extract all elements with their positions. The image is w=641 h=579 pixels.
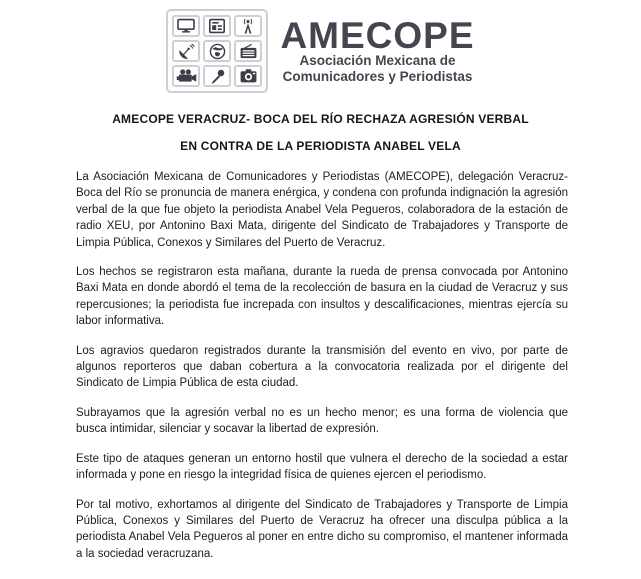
document-body [76, 169, 568, 562]
amecope-logo [0, 0, 641, 93]
paragraph-4: Subrayamos que la agresión verbal no es un hecho menor; es una forma de violencia que busca intimidar, silenciar y socavar la libertad de expresión. [76, 406, 568, 436]
tv-monitor-icon [172, 15, 200, 37]
logo-wordmark [280, 14, 475, 84]
paragraph-1: La Asociación Mexicana de Comunicadores y Periodistas (AMECOPE), delegación Veracruz-Boca del Río se pronuncia de manera enérgica, y condena con profunda indignación la agresión verbal de la que fue objeto la periodista Anabel Vela Pegueros, colaboradora de la estación de radio XEU, por Antonino Baxi Mata, dirigente del Sindicato de Trabajadores y Transporte de Limpia Pública, Conexos y Similares del Puerto de Veracruz. [76, 171, 568, 249]
paragraph-5: Este tipo de ataques generan un entorno hostil que vulnera el derecho de la sociedad a estar informada y pone en riesgo la integridad física de quienes ejercen el periodismo. [76, 452, 568, 482]
paragraph-3: Los agravios quedaron registrados durante la transmisión del evento en vivo, por parte de algunos reporteros que daban cobertura a la convocatoria realizada por el dirigente del Sindicato de Limpia Pública de esta ciudad. [76, 344, 568, 390]
newspaper-icon [203, 15, 231, 37]
title-line-1: AMECOPE VERACRUZ- BOCA DEL RÍO RECHAZA AGRESIÓN VERBAL [112, 112, 529, 126]
logo-tagline-line2: Comunicadores y Periodistas [282, 68, 473, 84]
paragraph-2: Los hechos se registraron esta mañana, durante la rueda de prensa convocada por Antonino Baxi Mata en donde abordó el tema de la recolección de basura en la ciudad de Veracruz y sus repercusiones; la periodista fue increpada con insultos y descalificaciones, mientras ejercía su labor informativa. [76, 266, 568, 328]
logo-tagline-line1: Asociación Mexicana de [299, 53, 456, 69]
paragraph-6: Por tal motivo, exhortamos al dirigente del Sindicato de Trabajadores y Transporte de Limpia Pública, Conexos y Similares del Puerto de Veracruz ha ofrecer una disculpa pública a la periodista Anabel Vela Pegueros al poner en entre dicho su compromiso, el mantener informada a la sociedad veracruzana. [76, 498, 568, 560]
microphone-icon [203, 65, 231, 87]
radio-icon [234, 40, 262, 62]
photo-camera-icon [234, 65, 262, 87]
satellite-dish-icon [172, 40, 200, 62]
logo-name: AMECOPE [280, 14, 475, 56]
globe-icon [203, 40, 231, 62]
broadcast-antenna-icon [234, 15, 262, 37]
video-camera-icon [172, 65, 200, 87]
media-icon-grid [166, 9, 268, 93]
title-line-2: EN CONTRA DE LA PERIODISTA ANABEL VELA [180, 139, 461, 153]
document-title [0, 113, 641, 152]
